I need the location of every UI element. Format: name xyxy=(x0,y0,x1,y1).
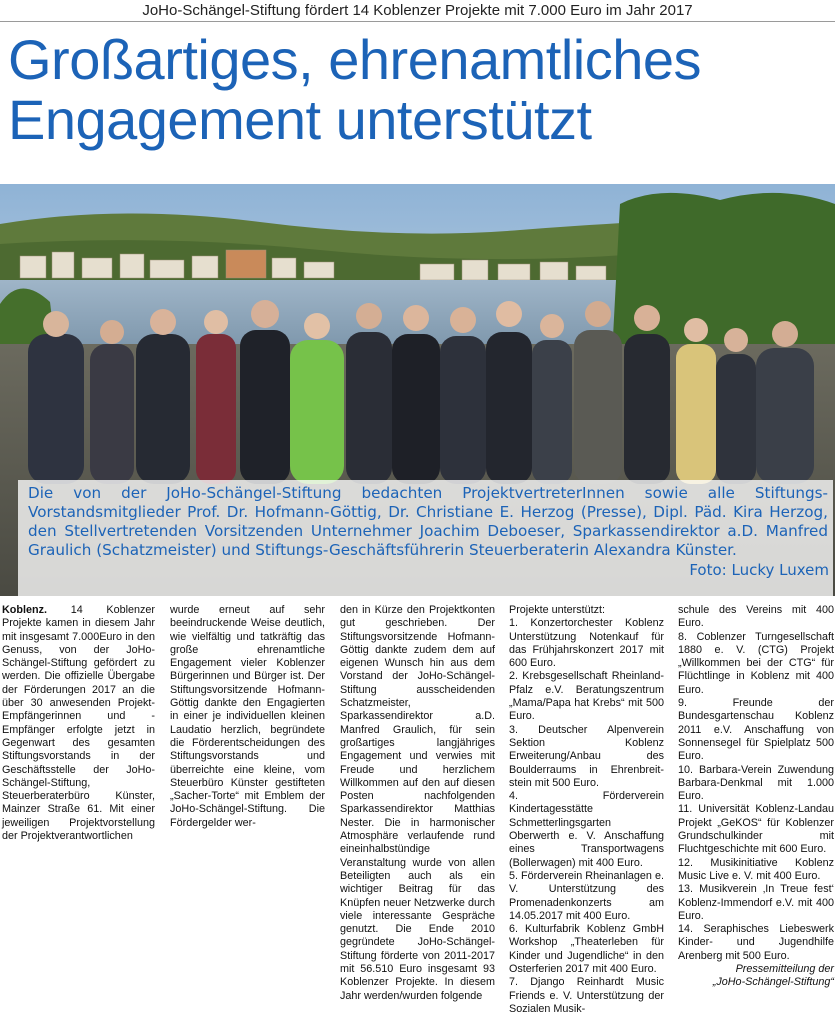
article-column-2 xyxy=(170,604,325,830)
project-list-item: 12. Musikinitiative Koblenz Music Live e. V. mit 400 Euro. xyxy=(678,856,834,882)
kicker-divider xyxy=(0,21,835,22)
project-list-item: 4. Förderverein Kindertagesstätte Schmetterlingsgarten Oberwerth e. V. Anschaffung eines Transportwagens (Bollerwagen) mit 400 Euro. xyxy=(509,790,664,869)
project-list-item: 9. Freunde der Bundesgartenschau Koblenz 2011 e.V. Anschaffung von Sonnensegel für Spielplatz 500 Euro. xyxy=(678,697,834,763)
photo-caption: Die von der JoHo-Schängel-Stiftung bedachten ProjektvertreterInnen sowie alle Stiftungs-Vorstandsmitglieder Prof. Dr. Hofmann-Göttig, Dr. Christiane E. Herzog (Presse), Dipl. Päd. Kira Herzog, den Stellvertretenden Vorsitzenden Unternehmer Joachim Deboeser, Sparkassendirektor a.D. Manfred Graulich (Schatzmeister) und Stiftungs-Geschäftsführerin Steuerberaterin Alexandra Künster. xyxy=(28,484,828,559)
project-list-item: Projekte unterstützt: xyxy=(509,604,606,616)
project-list-item: 13. Musikverein ‚In Treue fest‘ Koblenz-Immendorf e.V. mit 400 Euro. xyxy=(678,883,834,922)
project-list-item: 1. Konzertorchester Koblenz Unterstützung Notenkauf für das Frühjahrskonzert 2017 mit 600 Euro. xyxy=(509,617,664,670)
project-list-item: 6. Kulturfabrik Koblenz GmbH Workshop „Theaterleben für Kinder und Jugendliche“ in den Osterferien 2017 mit 400 Euro. xyxy=(509,923,664,976)
project-list-item: 3. Deutscher Alpenverein Sektion Koblenz Erweiterung/Anbau des Boulderraums in Ehrenbreit-stein mit 500 Euro. xyxy=(509,723,664,789)
article-text-2: wurde erneut auf sehr beeindruckende Weise deutlich, wie vielfältig und tatkräftig das große ehrenamtliche Engagement vieler Koblenzer Bürgerinnen und Bürger ist. Der Stiftungsvorsitzende Hofmann-Göttig dankte den Engagierten in einer je individuellen kleinen Laudatio herzlich, begründete die Förderentscheidungen des Stiftungsvorstands und überreichte eine kleine, vom Steuerbüro Künster gestifteten „Sacher-Torte“ mit Emblem der JoHo-Schängel-Stiftung. Die Fördergelder wer- xyxy=(170,604,325,829)
project-list-item: 7. Django Reinhardt Music Friends e. V. Unterstützung der Sozialen Musik- xyxy=(509,976,664,1015)
article-text-3: den in Kürze den Projektkonten gut geschrieben. Der Stiftungsvorsitzende Hofmann-Göttig dankte zudem dem auf eigenen Wunsch hin aus dem Vorstand der JoHo-Schängel-Stiftung ausscheidenden Schatzmeister, Sparkassendirektor a.D. Manfred Graulich, für sein großartiges langjähriges Engagement und verwies mit Freude und herzlichem Willkommen auf den auf diesen Posten nachfolgenden Sparkassendirektor Matthias Nester. Die in harmonischer Atmosphäre verlaufende rund eineinhalbstündige Veranstaltung wurde von allen Beteiligten auch als ein wichtiger Beitrag für das Knüpfen neuer Netzwerke durch viele interessante Gespräche genutzt. Die Ende 2010 gegründete JoHo-Schängel-Stiftung förderte von 2011-2017 mit 56.510 Euro insgesamt 93 Koblenzer Projekte. In diesem Jahr werden/wurden folgende xyxy=(340,604,495,1002)
headline-line-1: Großartiges, ehrenamtliches xyxy=(8,28,702,91)
article-text-1: 14 Koblenzer Projekte kamen in diesem Jahr mit insgesamt 7.000Euro in den Genuss, von der JoHo-Schängel-Stiftung gefördert zu werden. Die offizielle Übergabe der Förderungen 2017 an die über 30 anwesenden Projekt-Empfängerinnen und -Empfänger erfolgte jetzt in Gegenwart des gesamten Stiftungsvorstands in der Geschäftsstelle der JoHo-Schängel-Stiftung, Steuerberaterbüro Künster, Mainzer Straße 61. Mit einer jeweiligen Projektvorstellung der Projektverantwortlichen xyxy=(2,604,155,843)
headline-line-2: Engagement unterstützt xyxy=(8,88,592,151)
article-column-1 xyxy=(2,604,155,843)
kicker-line: JoHo-Schängel-Stiftung fördert 14 Koblenzer Projekte mit 7.000 Euro im Jahr 2017 xyxy=(142,2,693,19)
project-list-item: 2. Krebsgesellschaft Rheinland-Pfalz e.V. Beratungszentrum „Mama/Papa hat Krebs“ mit 500 Euro. xyxy=(509,670,664,723)
dateline: Koblenz. xyxy=(2,604,47,616)
photo-credit: Foto: Lucky Luxem xyxy=(689,561,829,579)
project-list-item: 14. Seraphisches Liebeswerk Kinder- und Jugendhilfe Arenberg mit 500 Euro. xyxy=(678,923,834,962)
project-list-item: 11. Universität Koblenz-Landau Projekt „GeKOS“ für Koblenzer Grundschulkinder mit Fluchtgeschichte mit 600 Euro. xyxy=(678,803,834,856)
project-list-item: schule des Vereins mit 400 Euro. xyxy=(678,604,834,630)
project-list-item: 10. Barbara-Verein Zuwendung Barbara-Denkmal mit 1.000 Euro. xyxy=(678,763,834,803)
press-release-signature: Pressemitteilung der xyxy=(735,963,834,976)
project-list-item: 8. Coblenzer Turngesellschaft 1880 e. V. (CTG) Projekt „Willkommen bei der CTG“ für Flüchtlinge in Koblenz mit 400 Euro. xyxy=(678,630,834,696)
project-list-item: 5. Förderverein Rheinanlagen e. V. Unterstützung des Promenadenkonzerts am 14.05.2017 mit 400 Euro. xyxy=(509,869,664,922)
headline xyxy=(8,30,828,150)
press-release-signature-org: „JoHo-Schängel-Stiftung“ xyxy=(712,976,834,989)
article-column-3 xyxy=(340,604,495,1003)
article-column-5 xyxy=(678,604,834,990)
article-column-4 xyxy=(509,604,664,1016)
